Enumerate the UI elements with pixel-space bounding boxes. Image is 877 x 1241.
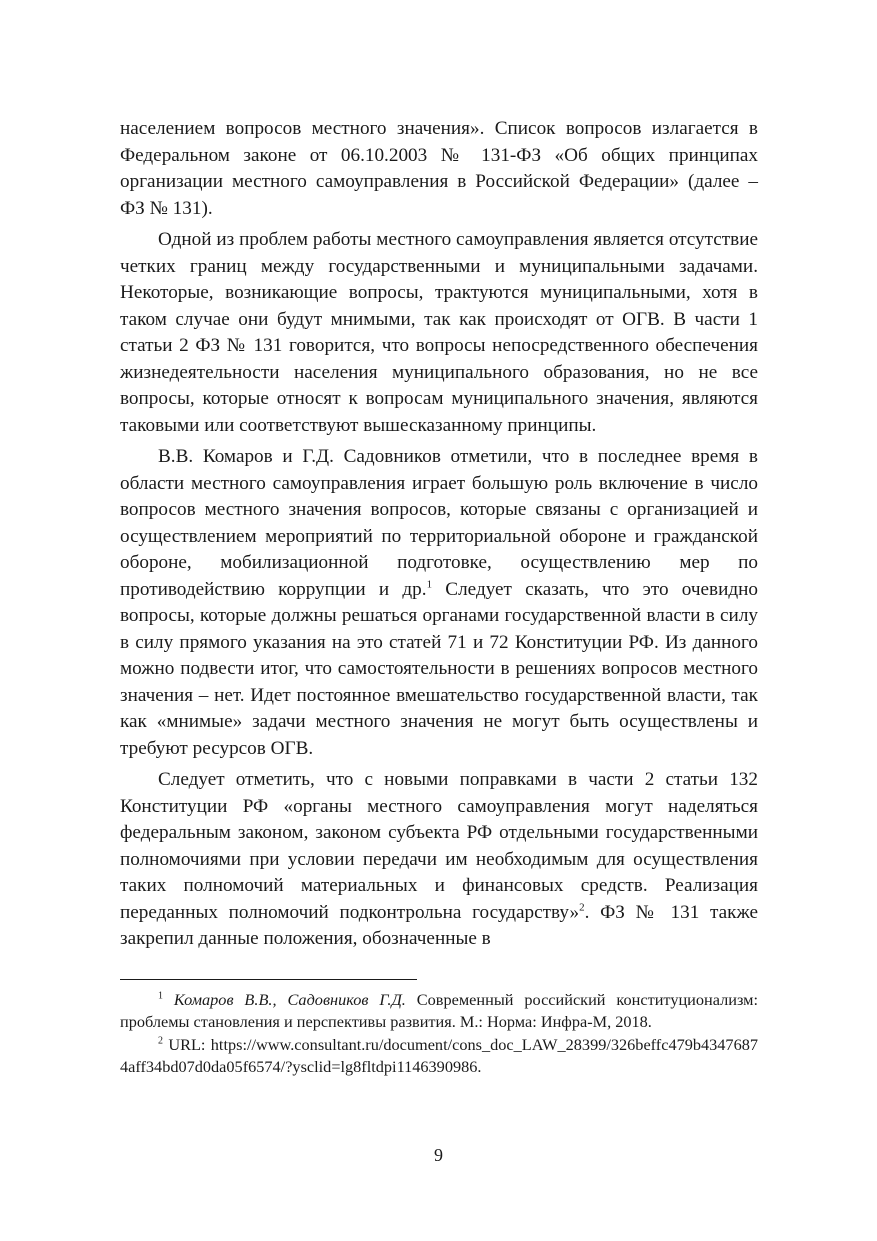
body-text (120, 116, 758, 953)
paragraph-3 (120, 444, 758, 762)
footnote-1-author: Комаров В.В., Садовников Г.Д. (173, 990, 406, 1009)
footnote-ref-2[interactable]: 2 (579, 901, 585, 914)
footnotes (120, 989, 758, 1077)
footnote-1 (120, 989, 758, 1032)
paragraph-4-text-after: . ФЗ № 131 также закрепил данные положения, обозначенные в (120, 901, 758, 949)
footnote-separator (120, 979, 417, 980)
paragraph-3-text-before: В.В. Комаров и Г.Д. Садовников отметили, что в последнее время в области местного самоуправления играет большую роль включение в число вопросов местного значения вопросов, которые связаны с организацией и осуществлением мероприятий по территориальной обороне и гражданской обороне, мобилизационной подготовке, осуществлению мер по противодействию коррупции и др. (120, 446, 758, 600)
footnote-2 (120, 1034, 758, 1077)
footnote-1-text: Современный российский конституционализм: проблемы становления и перспективы развития. М.: Норма: Инфра-М, 2018. (120, 990, 758, 1031)
footnote-2-url[interactable]: URL: https://www.consultant.ru/document/cons_doc_LAW_28399/326beffc479b43476874aff34bd07d0da05f6574/?ysclid=lg8fltdpi1146390986. (120, 1035, 758, 1076)
page-number: 9 (434, 1145, 443, 1165)
paragraph-3-text-after: Следует сказать, что это очевидно вопросы, которые должны решаться органами государственной власти в силу в силу прямого указания на это статей 71 и 72 Конституции РФ. Из данного можно подвести итог, что самостоятельности в решениях вопросов местного значения – нет. Идет постоянное вмешательство государственной власти, так как «мнимые» задачи местного значения не могут быть осуществлены и требуют ресурсов ОГВ. (120, 578, 758, 759)
paragraph-1: населением вопросов местного значения». Список вопросов излагается в Федеральном законе от 06.10.2003 № 131-ФЗ «Об общих принципах организации местного самоуправления в Российской Федерации» (далее – ФЗ № 131). (120, 118, 758, 219)
paragraph-4 (120, 767, 758, 953)
paragraph-4-text-before: Следует отметить, что с новыми поправками в части 2 статьи 132 Конституции РФ «органы местного самоуправления могут наделяться федеральным законом, законом субъекта РФ отдельными государственными полномочиями при условии передачи им необходимым для осуществления таких полномочий материальных и финансовых средств. Реализация переданных полномочий подконтрольна государству» (120, 769, 758, 923)
paragraph-2: Одной из проблем работы местного самоуправления является отсутствие четких границ между государственными и муниципальными задачами. Некоторые, возникающие вопросы, трактуются муниципальными, хотя в таком случае они будут мнимыми, так как происходят от ОГВ. В части 1 статьи 2 ФЗ № 131 говорится, что вопросы непосредственного обеспечения жизнедеятельности населения муниципального образования, но не все вопросы, которые относят к вопросам муниципального значения, являются таковыми или соответствуют вышесказанному принципы. (120, 229, 758, 436)
footnote-1-marker: 1 (158, 990, 163, 1002)
footnote-2-marker: 2 (158, 1035, 163, 1047)
footnote-ref-1[interactable]: 1 (426, 578, 433, 591)
